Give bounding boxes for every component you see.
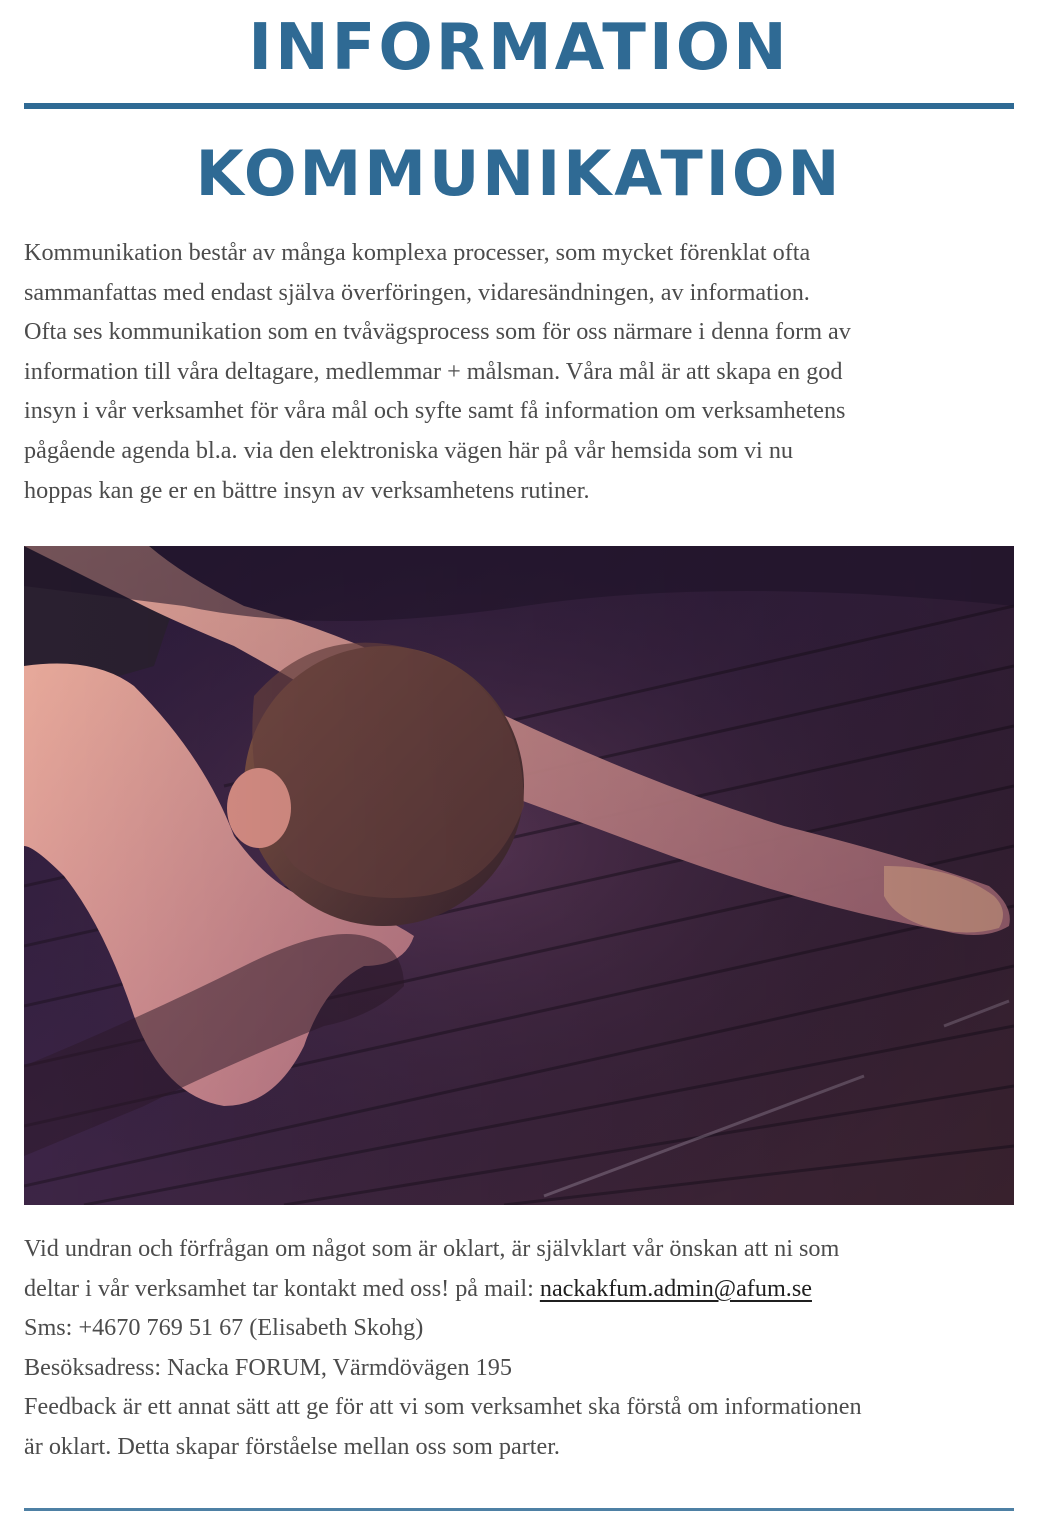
- dancer-photo-illustration: [24, 546, 1014, 1205]
- contact-mail-prefix: deltar i vår verksamhet tar kontakt med oss! på mail:: [24, 1274, 540, 1302]
- intro-paragraph: [24, 233, 1014, 510]
- section-heading: KOMMUNIKATION: [195, 137, 843, 210]
- intro-line: sammanfattas med endast själva överföringen, vidaresändningen, av information.: [24, 278, 810, 306]
- address-line: Besöksadress: Nacka FORUM, Värmdövägen 195: [24, 1353, 512, 1381]
- feedback-line: är oklart. Detta skapar förståelse mellan oss som parter.: [24, 1432, 560, 1460]
- title-divider: [24, 103, 1014, 109]
- contact-line: Vid undran och förfrågan om något som är oklart, är självklart vår önskan att ni som: [24, 1235, 840, 1262]
- footer-divider: [24, 1508, 1014, 1511]
- feedback-line: Feedback är ett annat sätt att ge för att vi som verksamhet ska förstå om informationen: [24, 1393, 862, 1421]
- intro-line: hoppas kan ge er en bättre insyn av verksamhetens rutiner.: [24, 476, 590, 504]
- intro-line: information till våra deltagare, medlemmar + målsman. Våra mål är att skapa en god: [24, 357, 843, 385]
- intro-line: Kommunikation består av många komplexa processer, som mycket förenklat ofta: [24, 239, 811, 266]
- contact-paragraph: [24, 1229, 1014, 1467]
- intro-line: insyn i vår verksamhet för våra mål och syfte samt få information om verksamhetens: [24, 397, 846, 425]
- contact-line: [24, 1269, 1014, 1309]
- page-title: INFORMATION: [248, 11, 790, 85]
- intro-line: Ofta ses kommunikation som en tvåvägsprocess som för oss närmare i denna form av: [24, 318, 851, 346]
- email-link[interactable]: nackakfum.admin@afum.se: [539, 1274, 812, 1302]
- intro-line: pågående agenda bl.a. via den elektroniska vägen här på vår hemsida som vi nu: [24, 436, 794, 464]
- dancer-photo: [24, 546, 1014, 1205]
- sms-line: Sms: +4670 769 51 67 (Elisabeth Skohg): [24, 1314, 424, 1342]
